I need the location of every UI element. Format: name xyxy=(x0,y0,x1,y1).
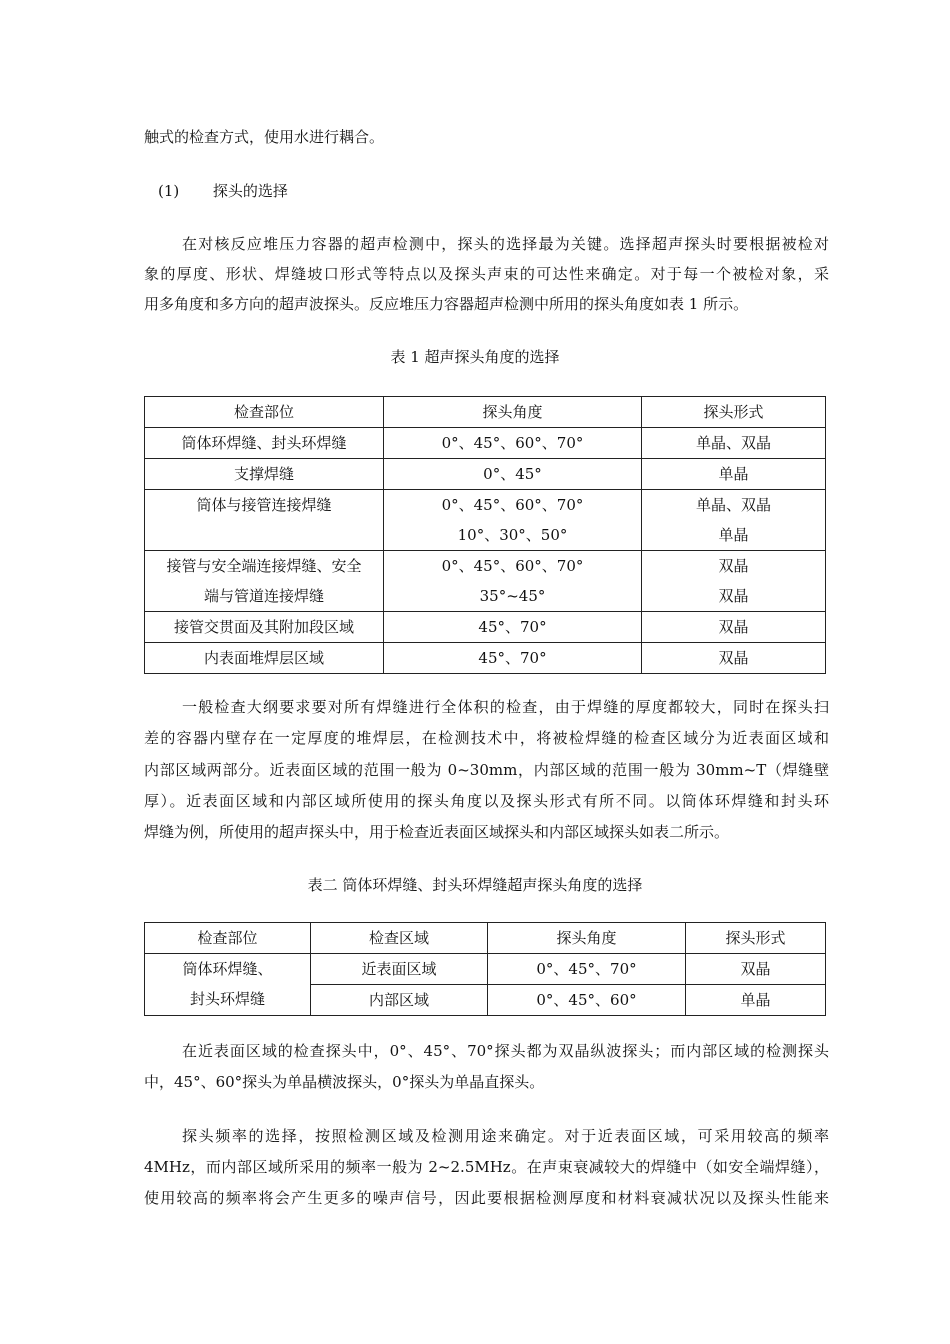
table-cell: 单晶、双晶 xyxy=(642,428,826,459)
cell-line: 双晶 xyxy=(718,557,749,575)
header-cell: 探头形式 xyxy=(642,397,826,428)
cell-line: 筒体环焊缝、 xyxy=(182,960,273,978)
paragraph-line: 在近表面区域的检查探头中，0°、45°、70°探头都为双晶纵波探头；而内部区域的检测探头 xyxy=(182,1042,829,1060)
header-cell: 探头角度 xyxy=(384,397,642,428)
table2-caption: 表二 筒体环焊缝、封头环焊缝超声探头角度的选择 xyxy=(307,876,643,894)
cell-line: 0°、45°、60°、70° xyxy=(441,496,584,514)
table-cell xyxy=(145,954,311,1016)
table-cell xyxy=(384,551,642,612)
table-cell xyxy=(642,551,826,612)
table-row xyxy=(145,428,826,459)
table1 xyxy=(144,396,826,674)
paragraph-line: 内部区域两部分。近表面区域的范围一般为 0~30mm，内部区域的范围一般为 30mm~T（焊缝壁 xyxy=(144,761,829,779)
table-cell: 0°、45° xyxy=(384,459,642,490)
table-cell: 双晶 xyxy=(642,612,826,643)
paragraph-line: 使用较高的频率将会产生更多的噪声信号，因此要根据检测厚度和材料衰减状况以及探头性能来 xyxy=(144,1189,829,1207)
paragraph-line: 在对核反应堆压力容器的超声检测中，探头的选择最为关键。选择超声探头时要根据被检对 xyxy=(182,235,829,253)
table2 xyxy=(144,922,826,1016)
table-cell: 支撑焊缝 xyxy=(145,459,384,490)
header-cell: 检查部位 xyxy=(145,923,311,954)
paragraph-line: 象的厚度、形状、焊缝坡口形式等特点以及探头声束的可达性来确定。对于每一个被检对象，采 xyxy=(144,265,829,283)
table1-caption: 表 1 超声探头角度的选择 xyxy=(390,348,560,366)
table-cell: 双晶 xyxy=(686,954,826,985)
paragraph-line: 差的容器内壁存在一定厚度的堆焊层，在检测技术中，将被检焊缝的检查区域分为近表面区域和 xyxy=(144,729,829,747)
header-cell: 检查部位 xyxy=(145,397,384,428)
header-cell: 探头形式 xyxy=(686,923,826,954)
cell-line: 筒体与接管连接焊缝 xyxy=(196,496,332,514)
table-cell xyxy=(145,490,384,551)
table-cell: 近表面区域 xyxy=(311,954,488,985)
paragraph-continuation: 触式的检查方式，使用水进行耦合。 xyxy=(144,128,385,146)
table-cell xyxy=(384,490,642,551)
table-row xyxy=(145,643,826,674)
paragraph-line: 中，45°、60°探头为单晶横波探头，0°探头为单晶直探头。 xyxy=(144,1073,545,1091)
cell-line: 端与管道连接焊缝 xyxy=(203,587,324,605)
table-header-row xyxy=(145,397,826,428)
cell-line: 0°、45°、60°、70° xyxy=(441,557,584,575)
table-row xyxy=(145,490,826,551)
table-cell: 0°、45°、60° xyxy=(488,985,686,1016)
table-cell: 内表面堆焊层区域 xyxy=(145,643,384,674)
table-row xyxy=(145,612,826,643)
paragraph-line: 厚）。近表面区域和内部区域所使用的探头角度以及探头形式有所不同。以筒体环焊缝和封头环 xyxy=(144,792,829,810)
table-cell: 单晶 xyxy=(642,459,826,490)
cell-line: 35°~45° xyxy=(479,587,546,605)
cell-line: 单晶、双晶 xyxy=(695,496,771,514)
table-cell xyxy=(642,490,826,551)
paragraph-line: 4MHz，而内部区域所采用的频率一般为 2~2.5MHz。在声束衰减较大的焊缝中（如安全端焊缝）， xyxy=(144,1158,829,1176)
table-cell: 45°、70° xyxy=(384,643,642,674)
paragraph-line: 用多角度和多方向的超声波探头。反应堆压力容器超声检测中所用的探头角度如表 1 所示。 xyxy=(144,295,749,313)
table-cell: 45°、70° xyxy=(384,612,642,643)
table-header-row xyxy=(145,923,826,954)
cell-line: 单晶 xyxy=(718,526,749,544)
paragraph-line: 焊缝为例，所使用的超声探头中，用于检查近表面区域探头和内部区域探头如表二所示。 xyxy=(144,823,730,841)
header-cell: 检查区域 xyxy=(311,923,488,954)
cell-line: 10°、30°、50° xyxy=(457,526,568,544)
table-row xyxy=(145,551,826,612)
table-row xyxy=(145,459,826,490)
cell-line: 接管与安全端连接焊缝、安全 xyxy=(166,557,362,575)
table-cell xyxy=(145,551,384,612)
table-cell: 内部区域 xyxy=(311,985,488,1016)
table-cell: 0°、45°、60°、70° xyxy=(384,428,642,459)
section-heading xyxy=(158,181,843,201)
table-cell: 接管交贯面及其附加段区域 xyxy=(145,612,384,643)
table-cell: 双晶 xyxy=(642,643,826,674)
header-cell: 探头角度 xyxy=(488,923,686,954)
cell-line: 双晶 xyxy=(718,587,749,605)
cell-line: 封头环焊缝 xyxy=(189,990,265,1008)
heading-number: (1) xyxy=(158,182,180,200)
paragraph-line: 一般检查大纲要求要对所有焊缝进行全体积的检查，由于焊缝的厚度都较大，同时在探头扫 xyxy=(182,698,829,716)
table-cell: 0°、45°、70° xyxy=(488,954,686,985)
heading-text: 探头的选择 xyxy=(212,182,288,200)
table-row xyxy=(145,954,826,985)
table-cell: 单晶 xyxy=(686,985,826,1016)
paragraph-line: 探头频率的选择，按照检测区域及检测用途来确定。对于近表面区域，可采用较高的频率 xyxy=(182,1127,829,1145)
table-cell: 筒体环焊缝、封头环焊缝 xyxy=(145,428,384,459)
